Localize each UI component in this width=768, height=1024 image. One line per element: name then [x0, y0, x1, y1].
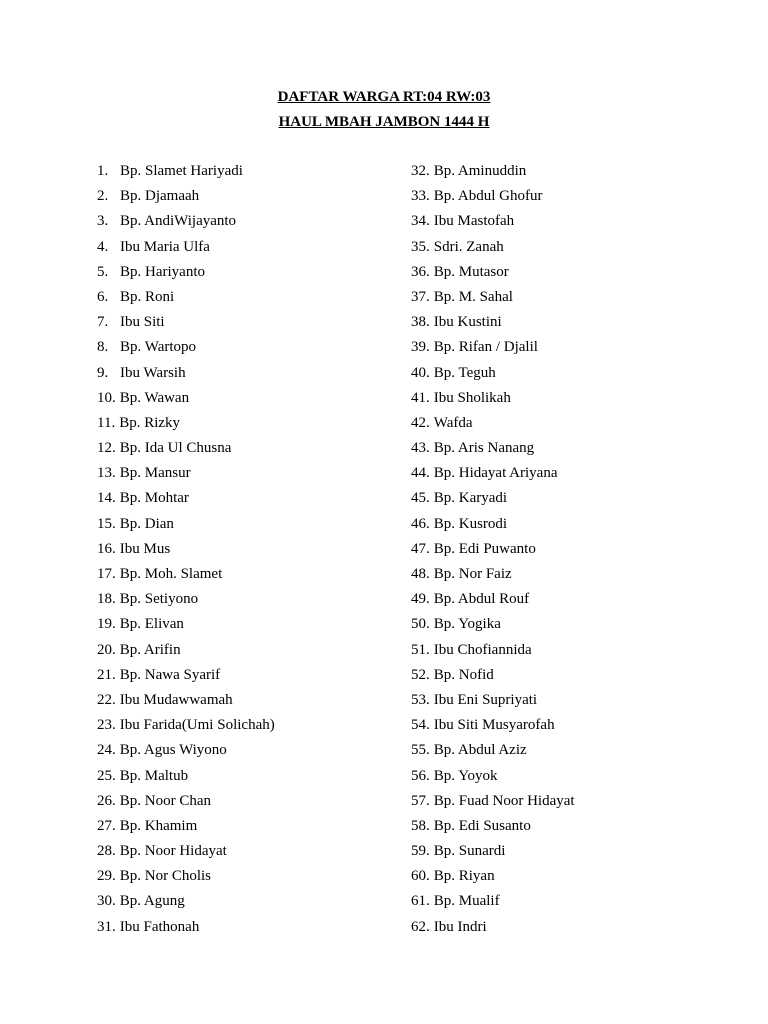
list-item [97, 337, 275, 362]
list-item-number: 19. [97, 616, 116, 633]
list-item-name: Bp. Maltub [119, 767, 189, 784]
list-item-number: 36. [411, 263, 430, 280]
list-item [411, 237, 575, 262]
list-item-name: Bp. Arifin [119, 641, 181, 658]
list-item [97, 841, 275, 866]
list-item-number: 32. [411, 163, 430, 179]
list-item-number: 62. [411, 918, 430, 935]
list-item-name: Ibu Mudawwamah [119, 691, 233, 708]
list-item [97, 614, 275, 639]
list-item [411, 816, 575, 841]
list-item [97, 388, 275, 413]
list-item-name: Bp. Nofid [433, 666, 494, 683]
list-item-name: Bp. Aris Nanang [433, 440, 535, 457]
list-item-number: 11. [97, 414, 116, 431]
list-item-name: Bp. Roni [120, 288, 175, 305]
list-item-name: Bp. Moh. Slamet [119, 566, 223, 582]
list-item-name: Bp. Edi Susanto [433, 817, 531, 834]
list-item-number: 10. [97, 389, 116, 406]
list-item-name: Bp. Djamaah [120, 188, 200, 205]
list-item-number: 46. [411, 515, 430, 532]
list-item [411, 564, 575, 589]
list-item-number: 41. [411, 389, 430, 406]
list-item-number: 15. [97, 515, 116, 532]
list-item-name: Bp. AndiWijayanto [120, 213, 237, 230]
list-item [97, 262, 275, 287]
list-item-name: Bp. Setiyono [119, 591, 199, 608]
list-item-name: Ibu Mastofah [433, 213, 515, 230]
list-item-number: 49. [411, 591, 430, 608]
list-item-number: 45. [411, 490, 430, 507]
list-item-name: Bp. Hidayat Ariyana [433, 465, 558, 482]
list-item [411, 841, 575, 866]
list-item-name: Ibu Eni Supriyati [433, 691, 538, 708]
list-item-name: Bp. Rifan / Djalil [433, 339, 538, 356]
list-item [97, 917, 275, 942]
list-item-name: Bp. Wartopo [120, 339, 197, 356]
list-item [411, 488, 575, 513]
list-item-number: 18. [97, 591, 116, 608]
document-subtitle: HAUL MBAH JAMBON 1444 H [278, 114, 490, 130]
list-item-number: 30. [97, 893, 116, 910]
list-item [97, 740, 275, 765]
list-item [97, 413, 275, 438]
list-item [97, 564, 275, 589]
list-item-number: 5. [97, 263, 109, 280]
list-item-name: Bp. M. Sahal [433, 288, 513, 305]
list-item-name: Bp. Yogika [433, 616, 501, 633]
resident-list-right [411, 161, 575, 942]
list-item [411, 740, 575, 765]
list-item-number: 26. [97, 792, 116, 809]
list-item-number: 33. [411, 188, 430, 205]
list-item-name: Bp. Ida Ul Chusna [119, 440, 232, 457]
list-item-number: 24. [97, 742, 116, 759]
list-item [411, 866, 575, 891]
list-item [97, 363, 275, 388]
list-item-name: Ibu Sholikah [433, 389, 511, 406]
list-item-number: 12. [97, 440, 116, 457]
list-item-name: Ibu Indri [433, 918, 487, 935]
list-item [411, 438, 575, 463]
list-item-name: Bp. Wawan [119, 389, 190, 406]
list-item-number: 20. [97, 641, 116, 658]
list-item-number: 35. [411, 238, 430, 255]
list-item-number: 29. [97, 868, 116, 885]
list-item [411, 312, 575, 337]
list-item-number: 39. [411, 339, 430, 356]
list-item-name: Bp. Yoyok [433, 767, 498, 784]
list-item-name: Bp. Edi Puwanto [433, 540, 536, 557]
list-item [411, 665, 575, 690]
list-item-number: 47. [411, 540, 430, 557]
list-item-number: 2. [97, 188, 109, 205]
list-item-number: 1. [97, 163, 109, 179]
list-item-name: Bp. Rizky [119, 414, 181, 431]
list-item-name: Bp. Teguh [433, 364, 496, 381]
list-item [411, 715, 575, 740]
list-item-name: Bp. Sunardi [433, 843, 506, 860]
list-item-name: Bp. Noor Chan [119, 792, 211, 809]
list-item-name: Bp. Mutasor [433, 263, 509, 280]
list-item-name: Bp. Mansur [119, 465, 191, 482]
list-item [411, 640, 575, 665]
list-item [411, 539, 575, 564]
list-item-number: 3. [97, 213, 109, 230]
list-item-name: Wafda [433, 414, 473, 431]
list-item-number: 48. [411, 566, 430, 582]
list-item-number: 27. [97, 817, 116, 834]
list-item [97, 312, 275, 337]
list-item [97, 816, 275, 841]
list-item [97, 488, 275, 513]
list-item-name: Bp. Abdul Ghofur [433, 188, 543, 205]
document-title: DAFTAR WARGA RT:04 RW:03 [277, 89, 491, 105]
list-item-name: Ibu Mus [119, 540, 171, 557]
list-item [97, 589, 275, 614]
list-item-number: 52. [411, 666, 430, 683]
list-item-name: Bp. Nawa Syarif [119, 666, 221, 683]
list-item [411, 337, 575, 362]
list-item-name: Ibu Siti Musyarofah [433, 717, 555, 734]
list-item-number: 17. [97, 566, 116, 582]
list-item-number: 58. [411, 817, 430, 834]
list-item-name: Bp. Elivan [119, 616, 184, 633]
list-item-name: Bp. Noor Hidayat [119, 843, 227, 860]
list-item [97, 891, 275, 916]
list-item-number: 25. [97, 767, 116, 784]
list-item [97, 161, 275, 186]
list-item-name: Bp. Mohtar [119, 490, 189, 507]
list-item [97, 690, 275, 715]
list-item-number: 40. [411, 364, 430, 381]
list-item-name: Ibu Siti [120, 314, 165, 331]
list-item-number: 7. [97, 314, 109, 331]
list-item [411, 766, 575, 791]
list-item [411, 413, 575, 438]
list-item-number: 44. [411, 465, 430, 482]
list-item [411, 363, 575, 388]
list-item-number: 6. [97, 288, 109, 305]
resident-list-left [97, 161, 275, 942]
list-item [411, 211, 575, 236]
list-item [411, 514, 575, 539]
list-item-number: 14. [97, 490, 116, 507]
list-item-number: 56. [411, 767, 430, 784]
list-item-number: 23. [97, 717, 116, 734]
list-item-name: Sdri. Zanah [433, 238, 504, 255]
list-item [97, 287, 275, 312]
list-item [97, 866, 275, 891]
list-item-name: Bp. Agung [119, 893, 185, 910]
list-item [97, 665, 275, 690]
list-item-name: Ibu Chofiannida [433, 641, 532, 658]
list-item [411, 891, 575, 916]
list-item-name: Bp. Riyan [433, 868, 495, 885]
list-item-name: Bp. Dian [119, 515, 174, 532]
list-item [411, 161, 575, 186]
list-item [411, 791, 575, 816]
list-item [97, 715, 275, 740]
list-item-number: 53. [411, 691, 430, 708]
list-item-name: Bp. Fuad Noor Hidayat [433, 792, 575, 809]
list-item [411, 917, 575, 942]
list-item-name: Ibu Fathonah [119, 918, 200, 935]
list-item-name: Bp. Nor Cholis [119, 868, 212, 885]
list-item-number: 55. [411, 742, 430, 759]
list-item [411, 463, 575, 488]
list-item-name: Bp. Aminuddin [433, 163, 527, 179]
list-item-number: 59. [411, 843, 430, 860]
list-item-number: 57. [411, 792, 430, 809]
list-item [97, 463, 275, 488]
list-item-number: 28. [97, 843, 116, 860]
list-item-number: 60. [411, 868, 430, 885]
list-item-number: 34. [411, 213, 430, 230]
list-item-name: Ibu Farida(Umi Solichah) [119, 717, 275, 734]
list-item-name: Bp. Hariyanto [120, 263, 205, 280]
list-item [411, 186, 575, 211]
list-item [411, 589, 575, 614]
list-item [97, 438, 275, 463]
list-item-name: Bp. Khamim [119, 817, 198, 834]
list-item [97, 186, 275, 211]
list-item-number: 50. [411, 616, 430, 633]
list-item-number: 31. [97, 918, 116, 935]
list-item [411, 262, 575, 287]
list-item-number: 22. [97, 691, 116, 708]
list-item [97, 766, 275, 791]
list-item [97, 640, 275, 665]
list-item-number: 37. [411, 288, 430, 305]
list-item-name: Bp. Slamet Hariyadi [120, 163, 243, 179]
list-item-number: 8. [97, 339, 109, 356]
list-item-number: 21. [97, 666, 116, 683]
list-item-number: 4. [97, 238, 109, 255]
list-item-number: 9. [97, 364, 109, 381]
list-item [97, 237, 275, 262]
list-item-name: Bp. Kusrodi [433, 515, 508, 532]
list-item-number: 61. [411, 893, 430, 910]
list-item-number: 43. [411, 440, 430, 457]
list-item-name: Ibu Kustini [433, 314, 502, 331]
list-item-name: Bp. Abdul Aziz [433, 742, 527, 759]
list-item-name: Bp. Nor Faiz [433, 566, 512, 582]
list-item-name: Ibu Warsih [120, 364, 186, 381]
list-item [411, 287, 575, 312]
list-item-name: Bp. Mualif [433, 893, 500, 910]
list-item-number: 13. [97, 465, 116, 482]
list-item-number: 42. [411, 414, 430, 431]
list-item [97, 514, 275, 539]
list-item [97, 791, 275, 816]
list-item-number: 38. [411, 314, 430, 331]
list-item-name: Bp. Abdul Rouf [433, 591, 530, 608]
list-item [411, 690, 575, 715]
list-item-name: Bp. Agus Wiyono [119, 742, 227, 759]
list-item-number: 51. [411, 641, 430, 658]
list-item-number: 54. [411, 717, 430, 734]
list-item-number: 16. [97, 540, 116, 557]
list-item [97, 539, 275, 564]
list-item-name: Ibu Maria Ulfa [120, 238, 210, 255]
list-item-name: Bp. Karyadi [433, 490, 508, 507]
list-item [411, 614, 575, 639]
list-item [411, 388, 575, 413]
list-item [97, 211, 275, 236]
